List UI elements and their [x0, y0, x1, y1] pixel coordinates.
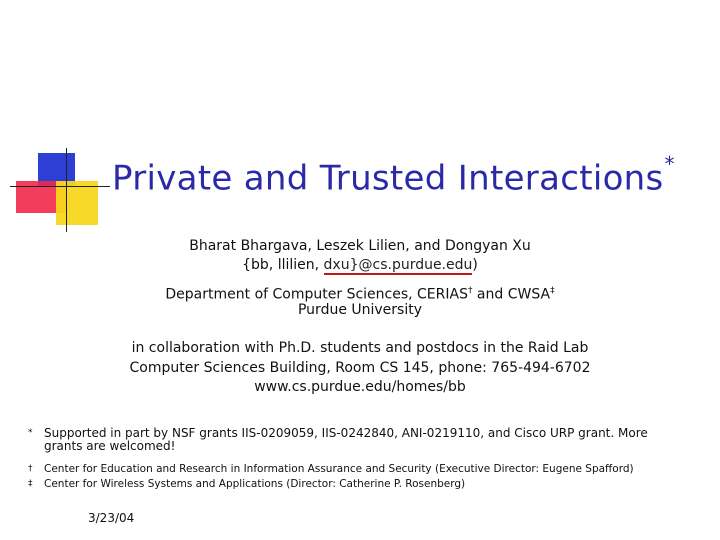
footnote-nsf: [28, 427, 708, 455]
footnote-mark: ‡: [28, 479, 33, 489]
building-line: Computer Sciences Building, Room CS 145, phone: 765-494-6702: [129, 360, 591, 376]
collaboration-line: in collaboration with Ph.D. students and postdocs in the Raid Lab: [131, 340, 589, 356]
emails-suffix: ): [472, 257, 478, 273]
footnote-text: Center for Education and Research in Information Assurance and Security (Executive Director: Eugene Spafford): [44, 463, 634, 475]
footnote-cwsa: [28, 478, 708, 491]
authors-line: Bharat Bhargava, Leszek Lilien, and Dongyan Xu: [189, 238, 531, 254]
homepage-line: www.cs.purdue.edu/homes/bb: [254, 379, 466, 395]
footnote-text-continued: grants are welcomed!: [44, 439, 176, 453]
footnote-text: Supported in part by NSF grants IIS-0209059, IIS-0242840, ANI-0219110, and Cisco URP grant. More: [44, 426, 648, 440]
footnote-cerias: [28, 463, 708, 476]
department-mark-dagger: †: [467, 286, 473, 296]
logo-vertical-line: [66, 148, 67, 232]
logo-horizontal-line: [10, 186, 110, 187]
emails-line: [0, 256, 720, 274]
footnote-text: Center for Wireless Systems and Applications (Director: Catherine P. Rosenberg): [44, 478, 466, 490]
slide-date: 3/23/04: [88, 511, 135, 525]
department-text: Department of Computer Sciences, CERIAS: [165, 286, 468, 303]
department-mark-double-dagger: ‡: [550, 286, 555, 296]
slide-logo: [10, 145, 110, 240]
title-footnote-mark: *: [664, 152, 675, 176]
footnote-mark: *: [28, 428, 33, 438]
emails-prefix: {bb, llilien,: [242, 257, 324, 273]
slide-title: [112, 152, 712, 199]
footnote-mark: †: [28, 464, 33, 474]
university-line: Purdue University: [297, 302, 423, 318]
department-and: and CWSA: [472, 286, 551, 303]
logo-yellow-square: [56, 181, 98, 225]
email-link[interactable]: dxu}@cs.purdue.edu: [323, 257, 473, 273]
title-text: Private and Trusted Interactions: [112, 158, 664, 199]
